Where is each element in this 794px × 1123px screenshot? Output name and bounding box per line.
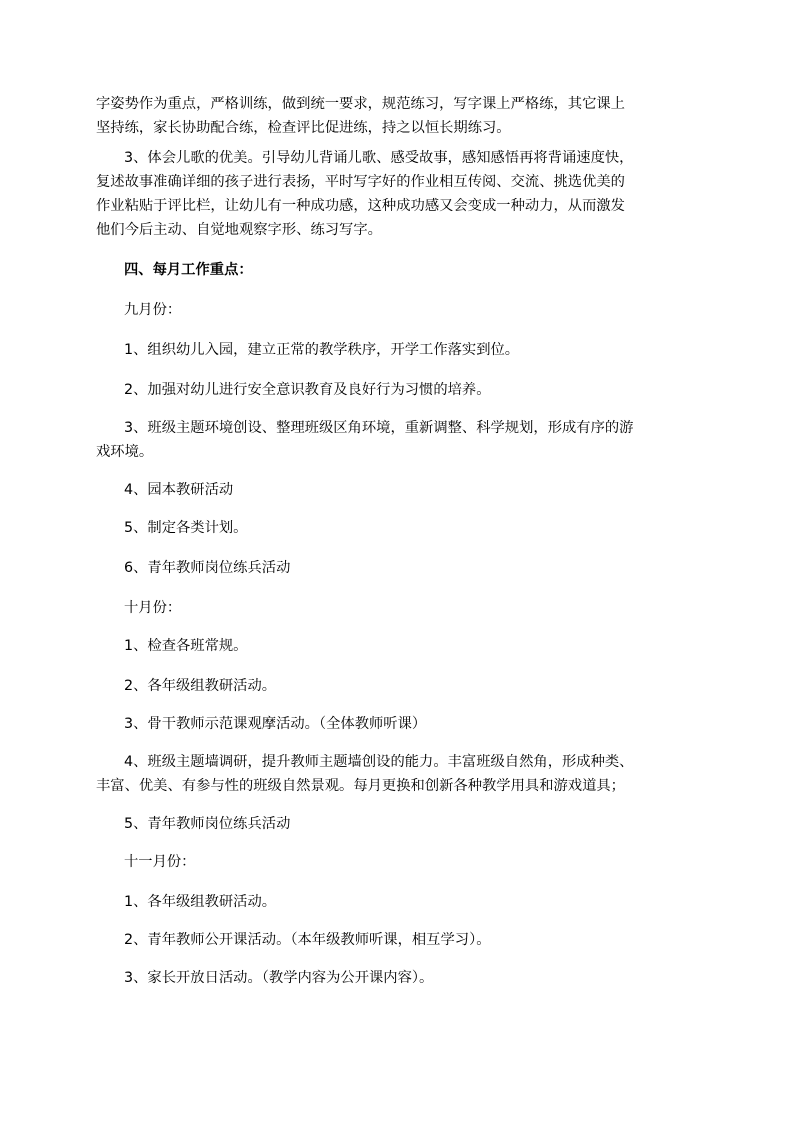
text-line: 他们今后主动、自觉地观察字形、练习写字。 <box>96 222 382 238</box>
text-line: 坚持练，家长协助配合练，检查评比促进练，持之以恒长期练习。 <box>96 120 511 136</box>
list-item <box>96 812 290 836</box>
text-line: 丰富、优美、有参与性的班级自然景观。每月更换和创新各种教学用具和游戏道具； <box>96 778 625 794</box>
text-line: 1、组织幼儿入园，建立正常的教学秩序，开学工作落实到位。 <box>124 342 520 358</box>
list-item <box>96 338 519 362</box>
text-line: 4、班级主题墙调研，提升教师主题墙创设的能力。丰富班级自然角，形成种类、 <box>124 754 634 770</box>
text-line: 1、检查各班常规。 <box>124 638 248 654</box>
text-line: 6、青年教师岗位练兵活动 <box>124 560 291 576</box>
text-line: 5、制定各类计划。 <box>124 520 248 536</box>
text-line: 3、体会儿歌的优美。引导幼儿背诵儿歌、感受故事，感知感悟再将背诵速度快， <box>124 150 634 166</box>
list-item <box>96 634 247 658</box>
text-line: 十一月份： <box>124 854 196 870</box>
month-label <box>96 596 181 620</box>
list-item <box>96 556 290 580</box>
text-line: 字姿势作为重点，严格训练，做到统一要求，规范练习，写字课上严格练，其它课上 <box>96 96 625 112</box>
text-line: 5、青年教师岗位练兵活动 <box>124 816 291 832</box>
heading-text: 四、每月工作重点： <box>124 262 253 278</box>
list-item <box>96 416 633 464</box>
text-line: 2、各年级组教研活动。 <box>124 678 277 694</box>
list-item <box>96 516 247 540</box>
list-item <box>96 966 433 990</box>
text-line: 3、班级主题环境创设、整理班级区角环境，重新调整、科学规划，形成有序的游 <box>124 420 634 436</box>
list-item <box>96 674 276 698</box>
list-item <box>96 712 426 736</box>
month-label <box>96 298 181 322</box>
list-item <box>96 750 633 798</box>
text-line: 九月份： <box>124 302 182 318</box>
list-item <box>96 928 491 952</box>
text-line: 4、园本教研活动 <box>124 482 234 498</box>
text-line: 十月份： <box>124 600 182 616</box>
list-item <box>96 478 233 502</box>
month-label <box>96 850 195 874</box>
list-item <box>96 378 491 402</box>
text-line: 2、青年教师公开课活动。（本年级教师听课，相互学习）。 <box>124 932 491 948</box>
text-line: 3、家长开放日活动。（教学内容为公开课内容）。 <box>124 970 434 986</box>
text-line: 作业粘贴于评比栏，让幼儿有一种成功感，这种成功感又会变成一种动力，从而激发 <box>96 198 625 214</box>
section-heading <box>96 258 253 282</box>
list-item <box>96 890 276 914</box>
text-line: 1、各年级组教研活动。 <box>124 894 277 910</box>
text-line: 3、骨干教师示范课观摩活动。（全体教师听课） <box>124 716 427 732</box>
text-line: 戏环境。 <box>96 444 154 460</box>
paragraph <box>96 146 633 242</box>
paragraph <box>96 92 625 140</box>
text-line: 复述故事准确详细的孩子进行表扬，平时写字好的作业相互传阅、交流、挑选优美的 <box>96 174 625 190</box>
text-line: 2、加强对幼儿进行安全意识教育及良好行为习惯的培养。 <box>124 382 491 398</box>
